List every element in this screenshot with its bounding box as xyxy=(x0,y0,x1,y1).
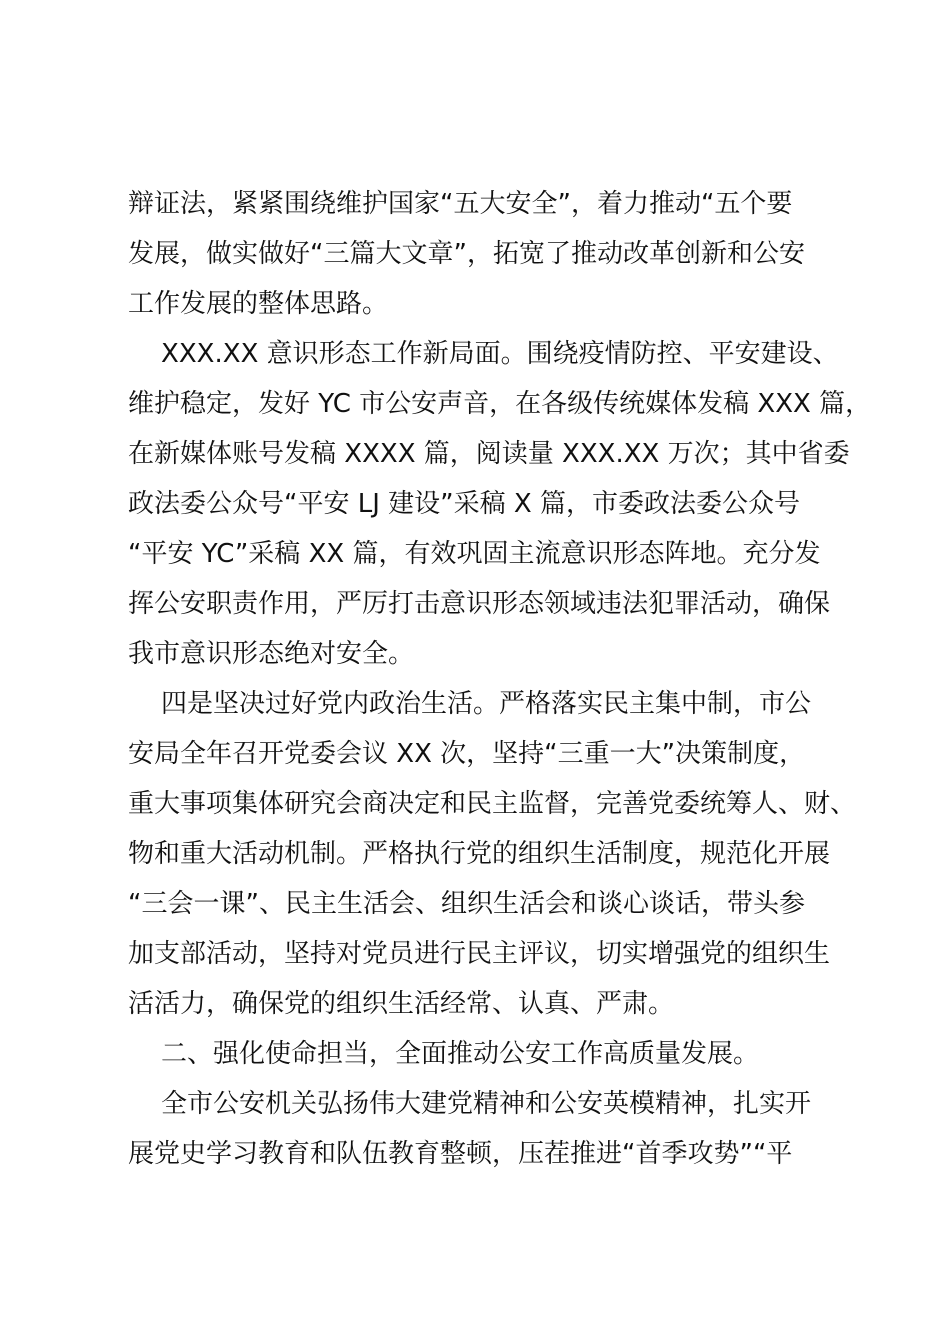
text-line: 全市公安机关弘扬伟大建党精神和公安英模精神，扎实开 xyxy=(128,1089,812,1119)
text-line: 安局全年召开党委会议 XX 次，坚持“三重一大”决策制度， xyxy=(128,739,806,769)
text-line: “三会一课”、民主生活会、组织生活会和谈心谈话，带头参 xyxy=(128,889,805,919)
text-line: 我市意识形态绝对安全。 xyxy=(128,639,415,669)
text-line: 发展，做实做好“三篇大文章”，拓宽了推动改革创新和公安 xyxy=(128,239,805,269)
text-line: 在新媒体账号发稿 XXXX 篇，阅读量 XXX.XX 万次；其中省委 xyxy=(128,439,850,469)
text-line: 辩证法，紧紧围绕维护国家“五大安全”，着力推动“五个要 xyxy=(128,189,793,219)
text-line: 物和重大活动机制。严格执行党的组织生活制度，规范化开展 xyxy=(128,839,831,869)
text-line: 政法委公众号“平安 LJ 建设”采稿 X 篇，市委政法委公众号 xyxy=(128,489,800,519)
text-line: 四是坚决过好党内政治生活。严格落实民主集中制，市公 xyxy=(128,689,812,719)
text-line: “平安 YC”采稿 XX 篇，有效巩固主流意识形态阵地。充分发 xyxy=(128,539,821,569)
text-line: 活活力，确保党的组织生活经常、认真、严肃。 xyxy=(128,989,675,1019)
text-line: 维护稳定，发好 YC 市公安声音，在各级传统媒体发稿 XXX 篇， xyxy=(128,389,872,419)
text-line: 加支部活动，坚持对党员进行民主评议，切实增强党的组织生 xyxy=(128,939,831,969)
section-heading: 二、强化使命担当，全面推动公安工作高质量发展。 xyxy=(128,1039,760,1069)
text-line: 重大事项集体研究会商决定和民主监督，完善党委统筹人、财、 xyxy=(128,789,857,819)
text-line: 展党史学习教育和队伍教育整顿，压茬推进“首季攻势”“平 xyxy=(128,1139,793,1169)
text-line: XXX.XX 意识形态工作新局面。围绕疫情防控、平安建设、 xyxy=(128,339,839,369)
text-line: 挥公安职责作用，严厉打击意识形态领域违法犯罪活动，确保 xyxy=(128,589,831,619)
text-line: 工作发展的整体思路。 xyxy=(128,289,389,319)
